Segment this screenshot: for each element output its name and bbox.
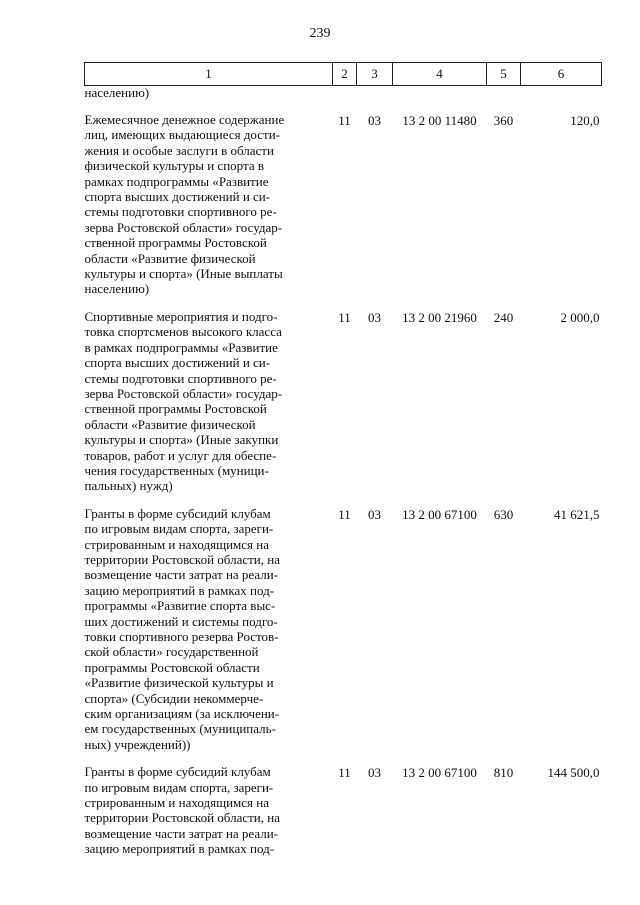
row-description: населению) [84,85,150,100]
row-amount [521,86,602,113]
column-header-5: 5 [487,63,521,86]
table-row [85,309,602,506]
row-expense-type [487,86,521,113]
row-amount: 2 000,0 [560,309,600,325]
row-section: 11 [338,113,351,128]
row-subsection: 03 [368,309,381,325]
table-row [85,112,602,309]
row-target-article [393,86,487,113]
row-subsection [357,86,393,113]
row-subsection: 03 [368,765,381,781]
page-number: 239 [309,26,331,41]
row-expense-type: 630 [493,506,514,522]
column-header-4: 4 [393,63,487,86]
row-section: 11 [338,506,351,522]
row-subsection: 03 [368,506,381,522]
row-amount: 120,0 [570,113,600,128]
column-header-1: 1 [85,63,333,86]
row-description: Гранты в форме субсидий клубам по игровым видам спорта, зареги- стрированным и находящимся на территории Ростовской области, на возмещение части затрат на реали- зацию мероприятий в рамках под- [84,764,280,857]
row-section: 11 [338,309,351,325]
column-header-6: 6 [521,63,602,86]
row-target-article: 13 2 00 21960 [402,309,477,325]
row-section [333,86,357,113]
row-description: Спортивные мероприятия и подго- товка спортсменов высокого класса в рамках подпрограммы «Развитие спорта высших достижений и си- стемы подготовки спортивного ре- зерва Ростовской области» государ- ственной программы Ростовской области «Развитие физической культуры и спорта» (Иные закупки товаров, работ и услуг для обеспе- чения государственных (муници- пальных) нужд) [84,308,283,494]
row-target-article: 13 2 00 11480 [402,113,477,128]
row-target-article: 13 2 00 67100 [402,765,477,781]
row-expense-type: 360 [493,113,514,128]
row-description: Гранты в форме субсидий клубам по игровым видам спорта, зареги- стрированным и находящимся на территории Ростовской области, на возмещение части затрат на реали- зацию мероприятий в рамках под- программы «Развитие спорта выс- ших достижений и системы подго- товки спортивного резерва Ростов- ской области» государственной программы Ростовской области «Развитие физической культуры и спорта» (Субсидии некоммерче- ским организациям (за исключени- ем государственных (муниципаль- ных) учреждений)) [84,505,280,752]
column-header-2: 2 [333,63,357,86]
budget-table [84,62,602,857]
row-section: 11 [338,765,351,781]
row-subsection: 03 [368,113,381,128]
column-header-3: 3 [357,63,393,86]
row-amount: 144 500,0 [547,765,600,781]
row-description: Ежемесячное денежное содержание лиц, имеющих выдающиеся дости- жения и особые заслуги в области физической культуры и спорта в рамках подпрограммы «Развитие спорта высших достижений и си- стемы подготовки спортивного ре- зерва Ростовской области» государ- ственной программы Ростовской области «Развитие физической культуры и спорта» (Иные выплаты населению) [84,112,285,297]
row-expense-type: 240 [493,309,514,325]
column-number-header [85,63,602,86]
table-row [85,506,602,765]
table-row [85,86,602,113]
row-expense-type: 810 [493,765,514,781]
row-amount: 41 621,5 [554,506,600,522]
table-row [85,764,602,856]
row-target-article: 13 2 00 67100 [402,506,477,522]
